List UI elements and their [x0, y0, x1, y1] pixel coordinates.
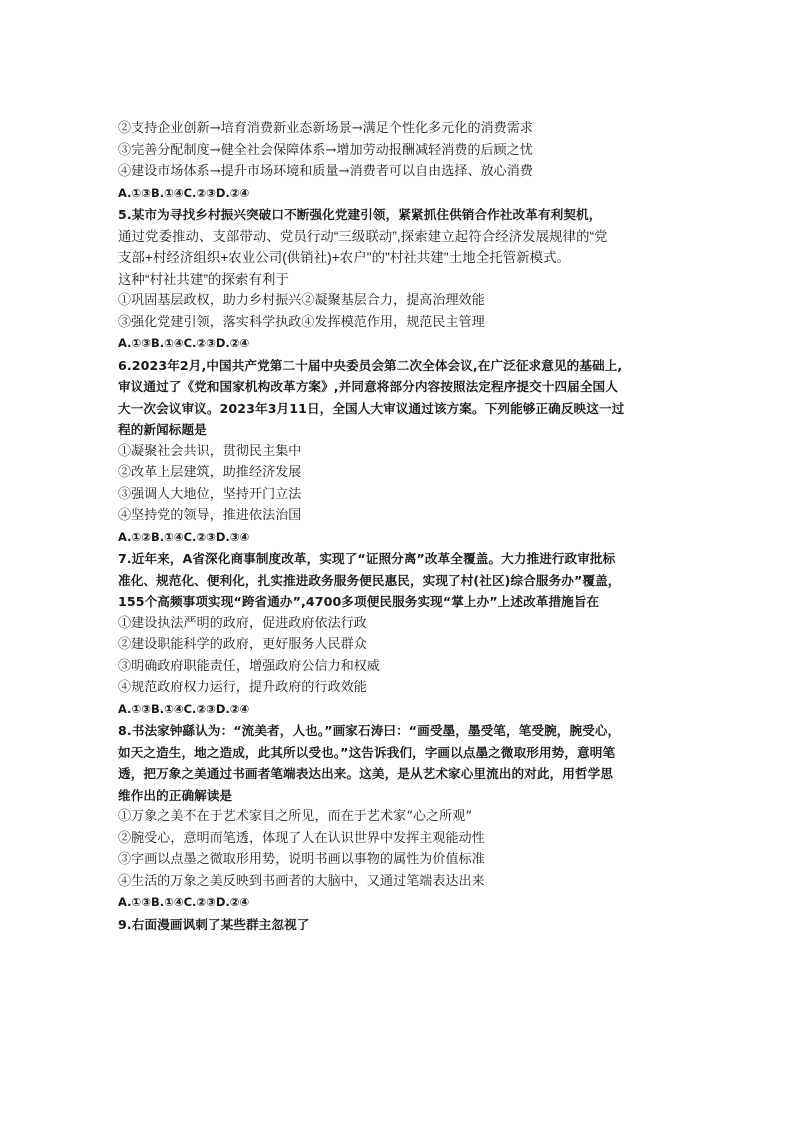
q4-option-3: ③完善分配制度→健全社会保障体系→增加劳动报酬减轻消费的后顾之忧: [118, 142, 533, 158]
q8-stem-line-1: 8.书法家钟繇认为：“流美者，人也。”画家石涛曰：“画受墨，墨受笔，笔受腕，腕受心，: [118, 723, 621, 738]
q7-option-4: ④规范政府权力运行，提升政府的行政效能: [118, 680, 367, 695]
q5-stem-line-3: 支部+村经济组织+农业公司(供销社)+农户"的"村社共建"土地全托管新模式。: [118, 250, 571, 265]
question-4: [118, 118, 688, 204]
q4-option-2: ②支持企业创新→培育消费新业态新场景→满足个性化多元化的消费需求: [118, 121, 533, 136]
question-8: [118, 720, 688, 914]
q8-stem-line-3: 透，把万象之美通过书画者笔端表达出来。这美，是从艺术家心里流出的对此，用哲学思: [118, 766, 614, 781]
q7-stem-line-1: 7.近年来，A省深化商事制度改革，实现了“证照分离”改革全覆盖。大力推进行政审批标: [118, 551, 616, 566]
q6-option-2: ②改革上层建筑，助推经济发展: [118, 465, 302, 480]
question-9: [118, 914, 688, 936]
q6-option-4: ④坚持党的领导，推进依法治国: [118, 508, 302, 523]
q8-option-4: ④生活的万象之美反映到书画者的大脑中，又通过笔端表达出来: [118, 873, 485, 889]
q5-stem-line-2: 通过党委推动、支部带动、党员行动“三级联动”,探索建立起符合经济发展规律的“党: [118, 228, 608, 244]
q8-option-2: ②腕受心，意明而笔透，体现了人在认识世界中发挥主观能动性: [118, 830, 485, 846]
q6-option-1: ①凝聚社会共识，贯彻民主集中: [118, 443, 302, 459]
q8-option-1: ①万象之美不在于艺术家目之所见，而在于艺术家“心之所观”: [118, 809, 473, 824]
q8-answer-choices: A.①③B.①④C.②③D.②④: [118, 895, 250, 909]
q8-stem-line-4: 维作出的正确解读是: [118, 787, 233, 803]
q7-option-3: ③明确政府职能责任，增强政府公信力和权威: [118, 658, 381, 674]
q5-options-1-2: ①巩固基层政权，助力乡村振兴②凝聚基层合力，提高治理效能: [118, 293, 485, 308]
q6-stem-line-2: 审议通过了《党和国家机构改革方案》,并同意将部分内容按照法定程序提交十四届全国人: [118, 379, 618, 394]
q4-answer-choices: A.①③B.①④C.②③D.②④: [118, 185, 250, 200]
q6-option-3: ③强调人大地位，坚持开门立法: [118, 486, 302, 502]
exam-page: [118, 118, 688, 935]
q5-answer-choices: A.①③B.①④C.②③D.②④: [118, 336, 250, 350]
question-6: [118, 355, 688, 549]
q5-stem-line-1: 5.某市为寻找乡村振兴突破口不断强化党建引领，紧紧抓住供销合作社改革有利契机，: [118, 207, 602, 222]
q5-stem-line-4: 这种“村社共建”的探索有利于: [118, 271, 290, 287]
q8-stem-line-2: 如天之造生，地之造成，此其所以受也。”这告诉我们，字画以点墨之微取形用势，意明笔: [118, 744, 616, 760]
q6-stem-line-4: 程的新闻标题是: [118, 422, 207, 437]
q7-stem-line-3: 155个高频事项实现“跨省通办”,4700多项便民服务实现“掌上办”上述改革措施旨在: [118, 594, 600, 609]
q7-stem-line-2: 准化、规范化、便利化，扎实推进政务服务便民惠民，实现了村(社区)综合服务办”覆盖，: [118, 572, 621, 588]
q6-stem-line-3: 大一次会议审议。2023年3月11日，全国人大审议通过该方案。下列能够正确反映这一过: [118, 400, 625, 416]
q9-stem-line-1: 9.右面漫画讽刺了某些群主忽视了: [118, 916, 310, 932]
q5-options-3-4: ③强化党建引领，落实科学执政④发挥模范作用，规范民主管理: [118, 314, 485, 330]
q7-option-1: ①建设执法严明的政府，促进政府依法行政: [118, 615, 367, 631]
q4-option-4: ④建设市场体系→提升市场环境和质量→消费者可以自由选择、放心消费: [118, 164, 533, 179]
question-5: [118, 204, 688, 355]
q6-answer-choices: A.①②B.①④C.②③D.③④: [118, 529, 250, 544]
q8-option-3: ③字画以点墨之微取形用势，说明书画以事物的属性为价值标准: [118, 852, 485, 867]
question-7: [118, 548, 688, 720]
q6-stem-line-1: 6.2023年2月,中国共产党第二十届中央委员会第二次全体会议,在广泛征求意见的基础上,: [118, 357, 623, 373]
q7-option-2: ②建设职能科学的政府，更好服务人民群众: [118, 637, 367, 652]
q7-answer-choices: A.①③B.①④C.②③D.②④: [118, 701, 250, 716]
